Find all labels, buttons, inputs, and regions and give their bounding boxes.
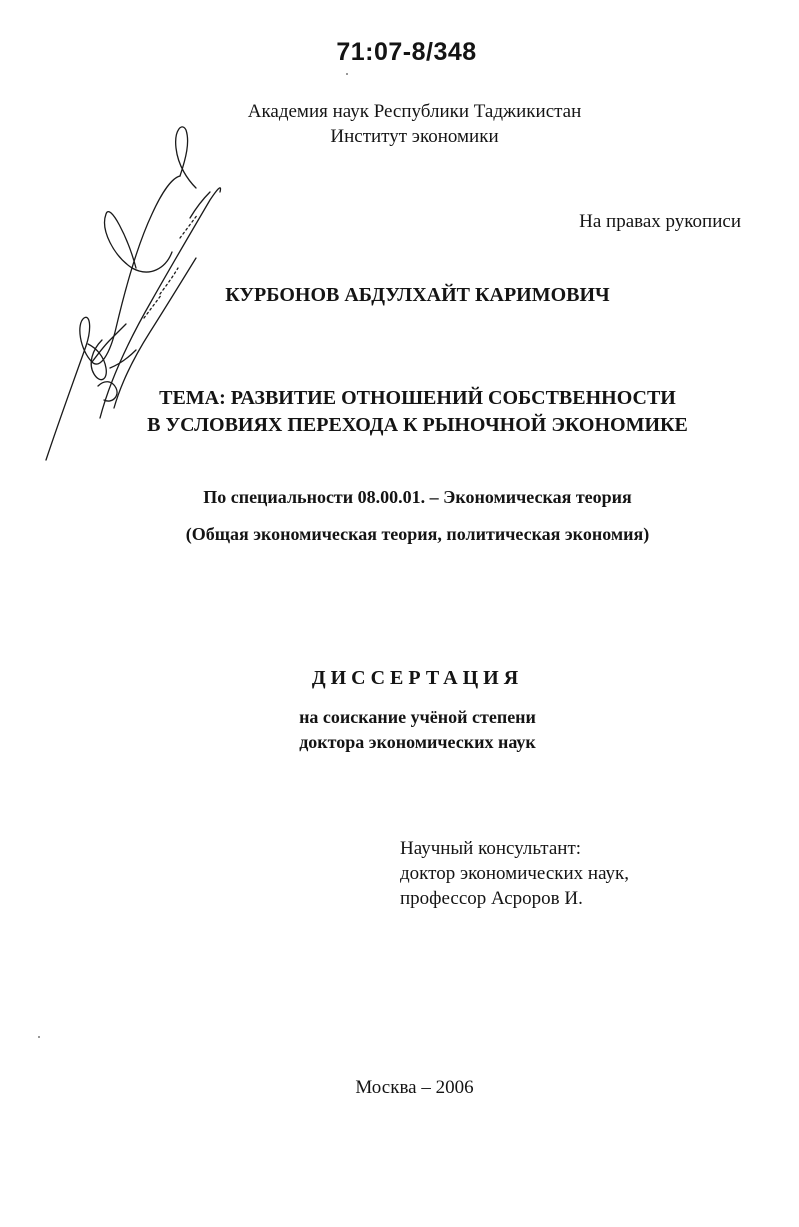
- degree-line-1: на соискание учёной степени: [299, 707, 536, 727]
- paper-speck: [346, 73, 348, 75]
- consultant-degree: доктор экономических наук,: [400, 863, 630, 884]
- consultant-name: профессор Асроров И.: [400, 888, 583, 909]
- author-name: КУРБОНОВ АБДУЛХАЙТ КАРИМОВИЧ: [225, 284, 610, 306]
- manuscript-note: На правах рукописи: [579, 211, 741, 232]
- topic-line-1: ТЕМА: РАЗВИТИЕ ОТНОШЕНИЙ СОБСТВЕННОСТИ: [159, 387, 676, 409]
- academy-name: Академия наук Республики Таджикистан: [247, 101, 582, 122]
- specialty-area: (Общая экономическая теория, политическая экономия): [185, 524, 650, 544]
- degree-line-2: доктора экономических наук: [299, 732, 536, 752]
- specialty-code: По специальности 08.00.01. – Экономическая теория: [203, 487, 632, 507]
- document-type: ДИССЕРТАЦИЯ: [311, 667, 524, 689]
- handwritten-signature: [40, 118, 230, 463]
- catalog-number: 71:07-8/348: [336, 38, 477, 66]
- paper-speck: [38, 1036, 40, 1038]
- institute-name: Институт экономики: [330, 126, 499, 147]
- topic-line-2: В УСЛОВИЯХ ПЕРЕХОДА К РЫНОЧНОЙ ЭКОНОМИКЕ: [147, 414, 688, 436]
- city-year: Москва – 2006: [355, 1077, 474, 1098]
- consultant-title: Научный консультант:: [400, 838, 582, 859]
